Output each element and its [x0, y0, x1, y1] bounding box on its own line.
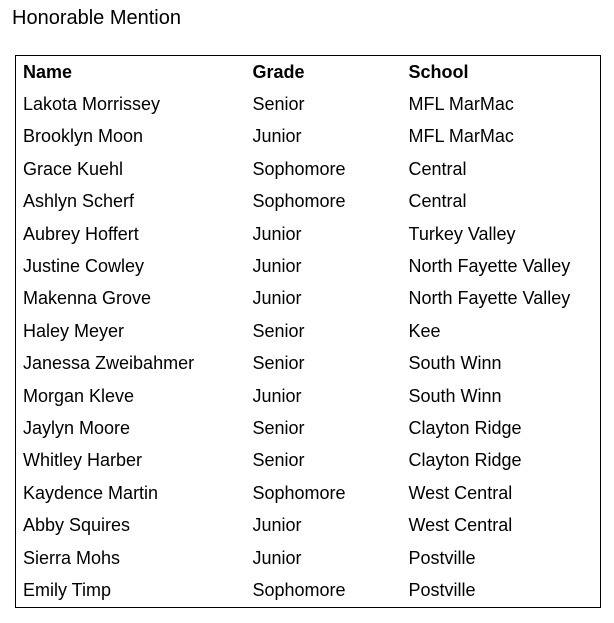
table-row	[16, 186, 601, 218]
school-cell: Turkey Valley	[408, 223, 516, 244]
table-header-row	[16, 56, 601, 89]
school-cell: South Winn	[408, 385, 502, 406]
name-cell: Janessa Zweibahmer	[23, 353, 195, 374]
school-cell: Central	[408, 191, 467, 212]
school-cell: Central	[408, 158, 467, 179]
name-cell: Makenna Grove	[23, 288, 152, 309]
school-cell: West Central	[408, 482, 513, 503]
table-row	[16, 574, 601, 607]
grade-cell: Junior	[252, 288, 302, 309]
school-cell: Postville	[408, 579, 476, 600]
name-cell: Morgan Kleve	[23, 385, 135, 406]
name-cell: Sierra Mohs	[23, 547, 121, 568]
school-cell: MFL MarMac	[408, 126, 514, 147]
table-row	[16, 477, 601, 509]
school-cell: Clayton Ridge	[408, 417, 522, 438]
name-cell: Kaydence Martin	[23, 482, 159, 503]
table-row	[16, 88, 601, 120]
name-cell: Ashlyn Scherf	[23, 191, 135, 212]
grade-cell: Junior	[252, 515, 302, 536]
name-cell: Brooklyn Moon	[23, 126, 144, 147]
table-header	[16, 56, 601, 89]
name-cell: Whitley Harber	[23, 450, 143, 471]
name-cell: Emily Timp	[23, 579, 112, 600]
grade-cell: Senior	[252, 450, 305, 471]
table-row	[16, 153, 601, 185]
grade-cell: Junior	[252, 256, 302, 277]
school-cell: North Fayette Valley	[408, 288, 571, 309]
table-row	[16, 445, 601, 477]
table-body	[16, 88, 601, 607]
school-cell: South Winn	[408, 353, 502, 374]
grade-cell: Junior	[252, 126, 302, 147]
grade-cell: Senior	[252, 417, 305, 438]
grade-cell: Sophomore	[252, 191, 346, 212]
honorable-mention-table	[15, 55, 601, 608]
grade-cell: Junior	[252, 223, 302, 244]
table-row	[16, 542, 601, 574]
name-cell: Grace Kuehl	[23, 158, 124, 179]
table-row	[16, 348, 601, 380]
school-cell: Clayton Ridge	[408, 450, 522, 471]
column-header-school: School	[408, 61, 469, 82]
grade-cell: Junior	[252, 547, 302, 568]
school-cell: Postville	[408, 547, 476, 568]
table-row	[16, 283, 601, 315]
column-header-grade: Grade	[252, 61, 305, 82]
name-cell: Lakota Morrissey	[23, 94, 161, 115]
grade-cell: Sophomore	[252, 579, 346, 600]
table-row	[16, 315, 601, 347]
school-cell: North Fayette Valley	[408, 256, 571, 277]
name-cell: Haley Meyer	[23, 320, 125, 341]
name-cell: Abby Squires	[23, 515, 131, 536]
grade-cell: Sophomore	[252, 482, 346, 503]
grade-cell: Sophomore	[252, 158, 346, 179]
table-row	[16, 380, 601, 412]
table-row	[16, 250, 601, 282]
column-header-name: Name	[23, 61, 73, 82]
name-cell: Aubrey Hoffert	[23, 223, 139, 244]
grade-cell: Senior	[252, 353, 305, 374]
grade-cell: Junior	[252, 385, 302, 406]
table-row	[16, 218, 601, 250]
school-cell: MFL MarMac	[408, 94, 514, 115]
grade-cell: Senior	[252, 94, 305, 115]
grade-cell: Senior	[252, 320, 305, 341]
table-row	[16, 412, 601, 444]
name-cell: Justine Cowley	[23, 256, 145, 277]
name-cell: Jaylyn Moore	[23, 417, 131, 438]
school-cell: West Central	[408, 515, 513, 536]
page-title: Honorable Mention	[12, 7, 181, 29]
table-row	[16, 121, 601, 153]
table-row	[16, 509, 601, 541]
school-cell: Kee	[408, 320, 441, 341]
